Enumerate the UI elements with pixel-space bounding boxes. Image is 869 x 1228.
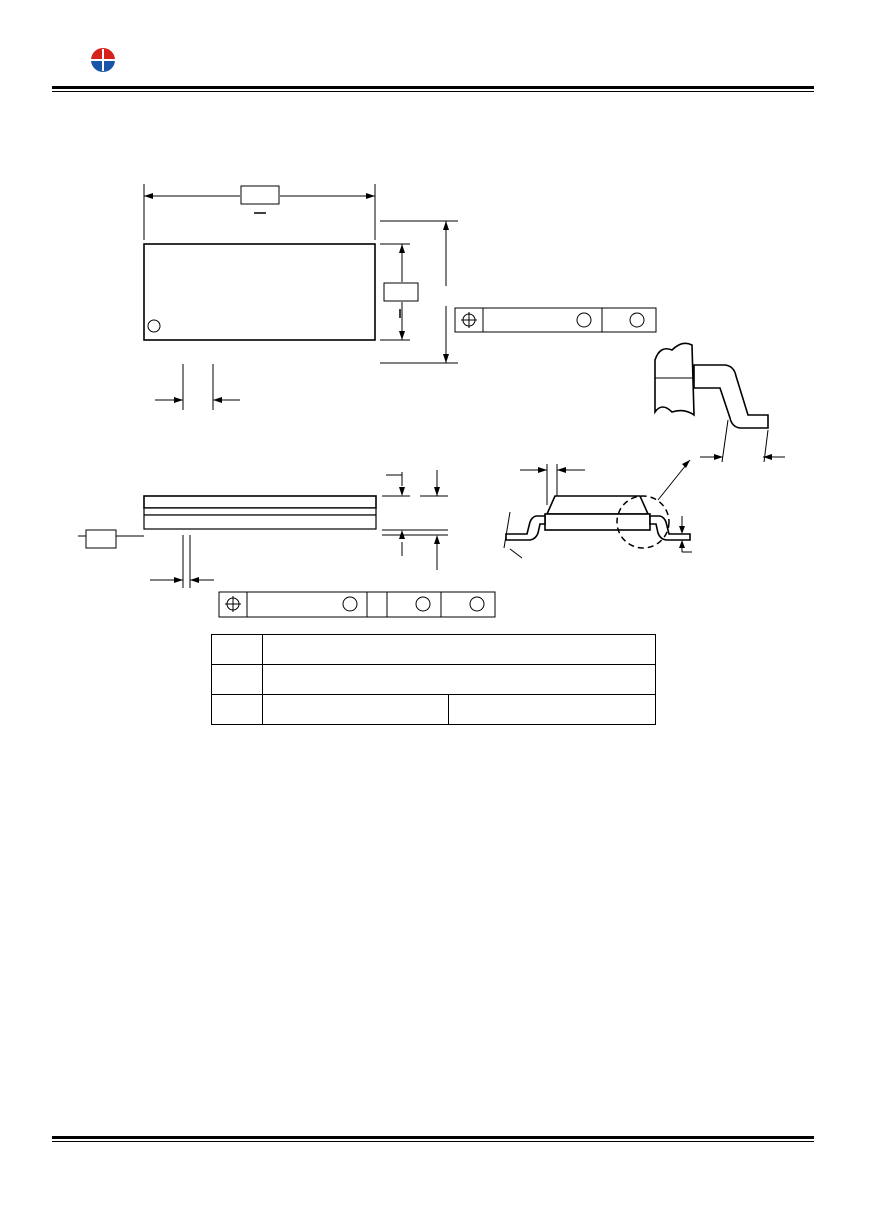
table-title bbox=[263, 635, 656, 665]
col-min-header bbox=[263, 695, 449, 725]
datum-A-box bbox=[241, 186, 279, 204]
table-unit bbox=[263, 665, 656, 695]
datum-B-box bbox=[384, 283, 418, 301]
dimension-table bbox=[211, 634, 656, 725]
table-header-row bbox=[212, 695, 656, 725]
company-logo bbox=[90, 47, 116, 73]
footer-rule-thin bbox=[52, 1141, 814, 1142]
package-outline-drawing bbox=[0, 160, 869, 630]
footer-rule-thick bbox=[52, 1136, 814, 1139]
header-rule-thick bbox=[52, 86, 814, 89]
table-unit-row bbox=[212, 665, 656, 695]
datum-T-box bbox=[86, 530, 116, 548]
tolerance-frame-1 bbox=[455, 308, 656, 332]
package-body-side-view bbox=[144, 496, 376, 508]
package-body-top-view bbox=[144, 244, 375, 340]
table-title-row bbox=[212, 635, 656, 665]
col-max-header bbox=[449, 695, 656, 725]
header-rule-thin bbox=[52, 91, 814, 92]
